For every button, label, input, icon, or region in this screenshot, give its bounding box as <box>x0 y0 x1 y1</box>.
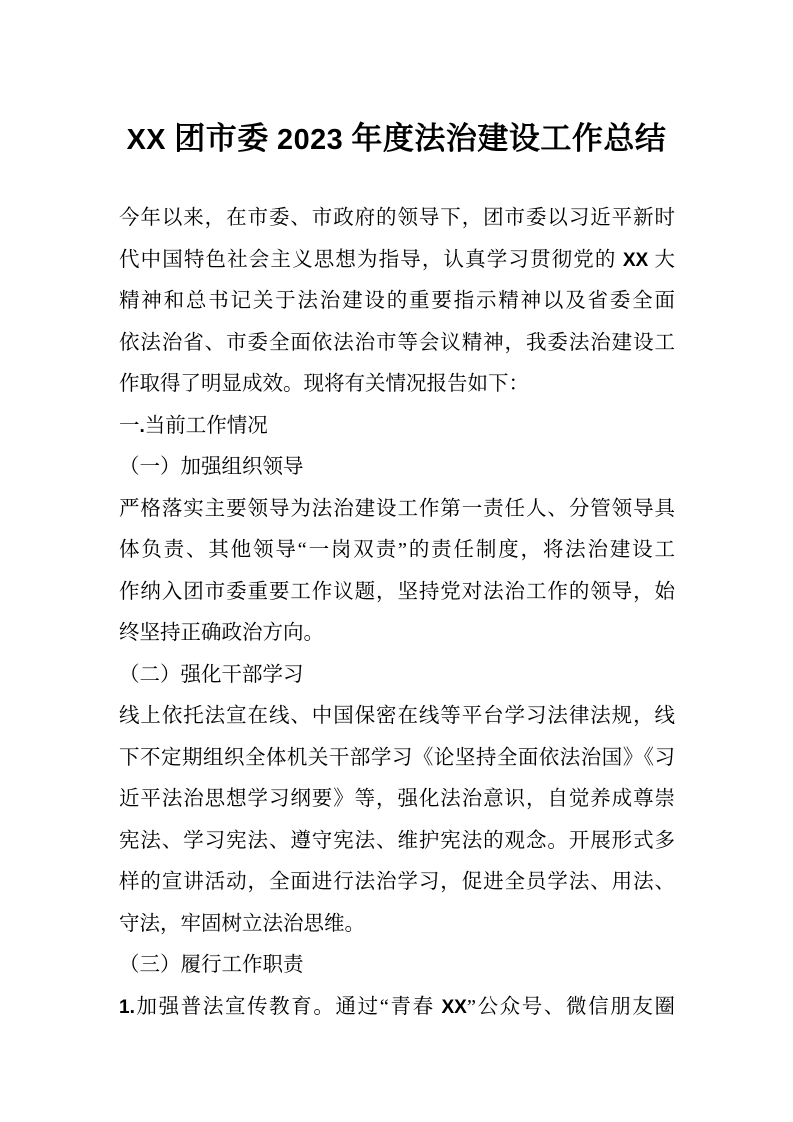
text-line: 体负责、其他领导“一岗双责”的责任制度，将法治建设工 <box>119 539 675 561</box>
text-line: 终坚持正确政治方向。 <box>119 622 324 644</box>
text-line: 样的宣讲活动，全面进行法治学习，促进全员学法、用法、 <box>119 871 675 893</box>
text-line: 作取得了明显成效。现将有关情况报告如下： <box>119 373 529 395</box>
text-line: 代中国特色社会主义思想为指导，认真学习贯彻党的 XX 大 <box>119 248 675 271</box>
document-body <box>119 198 675 1028</box>
text-line: 宪法、学习宪法、遵守宪法、维护宪法的观念。开展形式多 <box>119 829 675 852</box>
text-line: 今年以来，在市委、市政府的领导下，团市委以习近平新时 <box>119 207 675 229</box>
text-line: 1.加强普法宣传教育。通过“青春 XX”公众号、微信朋友圈 <box>119 995 675 1018</box>
text-line: 下不定期组织全体机关干部学习《论坚持全面依法治国》《习 <box>119 746 675 769</box>
text-line: 近平法治思想学习纲要》等，强化法治意识，自觉养成尊崇 <box>119 788 675 810</box>
text-line: 守法，牢固树立法治思维。 <box>119 912 365 935</box>
document-title: XX 团市委 2023 年度法治建设工作总结 <box>126 121 667 156</box>
text-line: （二）强化干部学习 <box>119 663 304 686</box>
text-line: 线上依托法宣在线、中国保密在线等平台学习法律法规，线 <box>119 705 675 727</box>
text-line: 作纳入团市委重要工作议题，坚持党对法治工作的领导，始 <box>119 580 675 603</box>
text-line: 严格落实主要领导为法治建设工作第一责任人、分管领导具 <box>119 497 675 520</box>
text-line: （一）加强组织领导 <box>119 456 304 478</box>
text-line: 依法治省、市委全面依法治市等会议精神，我委法治建设工 <box>119 331 675 354</box>
text-line: 一.当前工作情况 <box>119 414 268 437</box>
text-line: 精神和总书记关于法治建设的重要指示精神以及省委全面 <box>119 290 675 312</box>
text-line: （三）履行工作职责 <box>119 954 304 976</box>
